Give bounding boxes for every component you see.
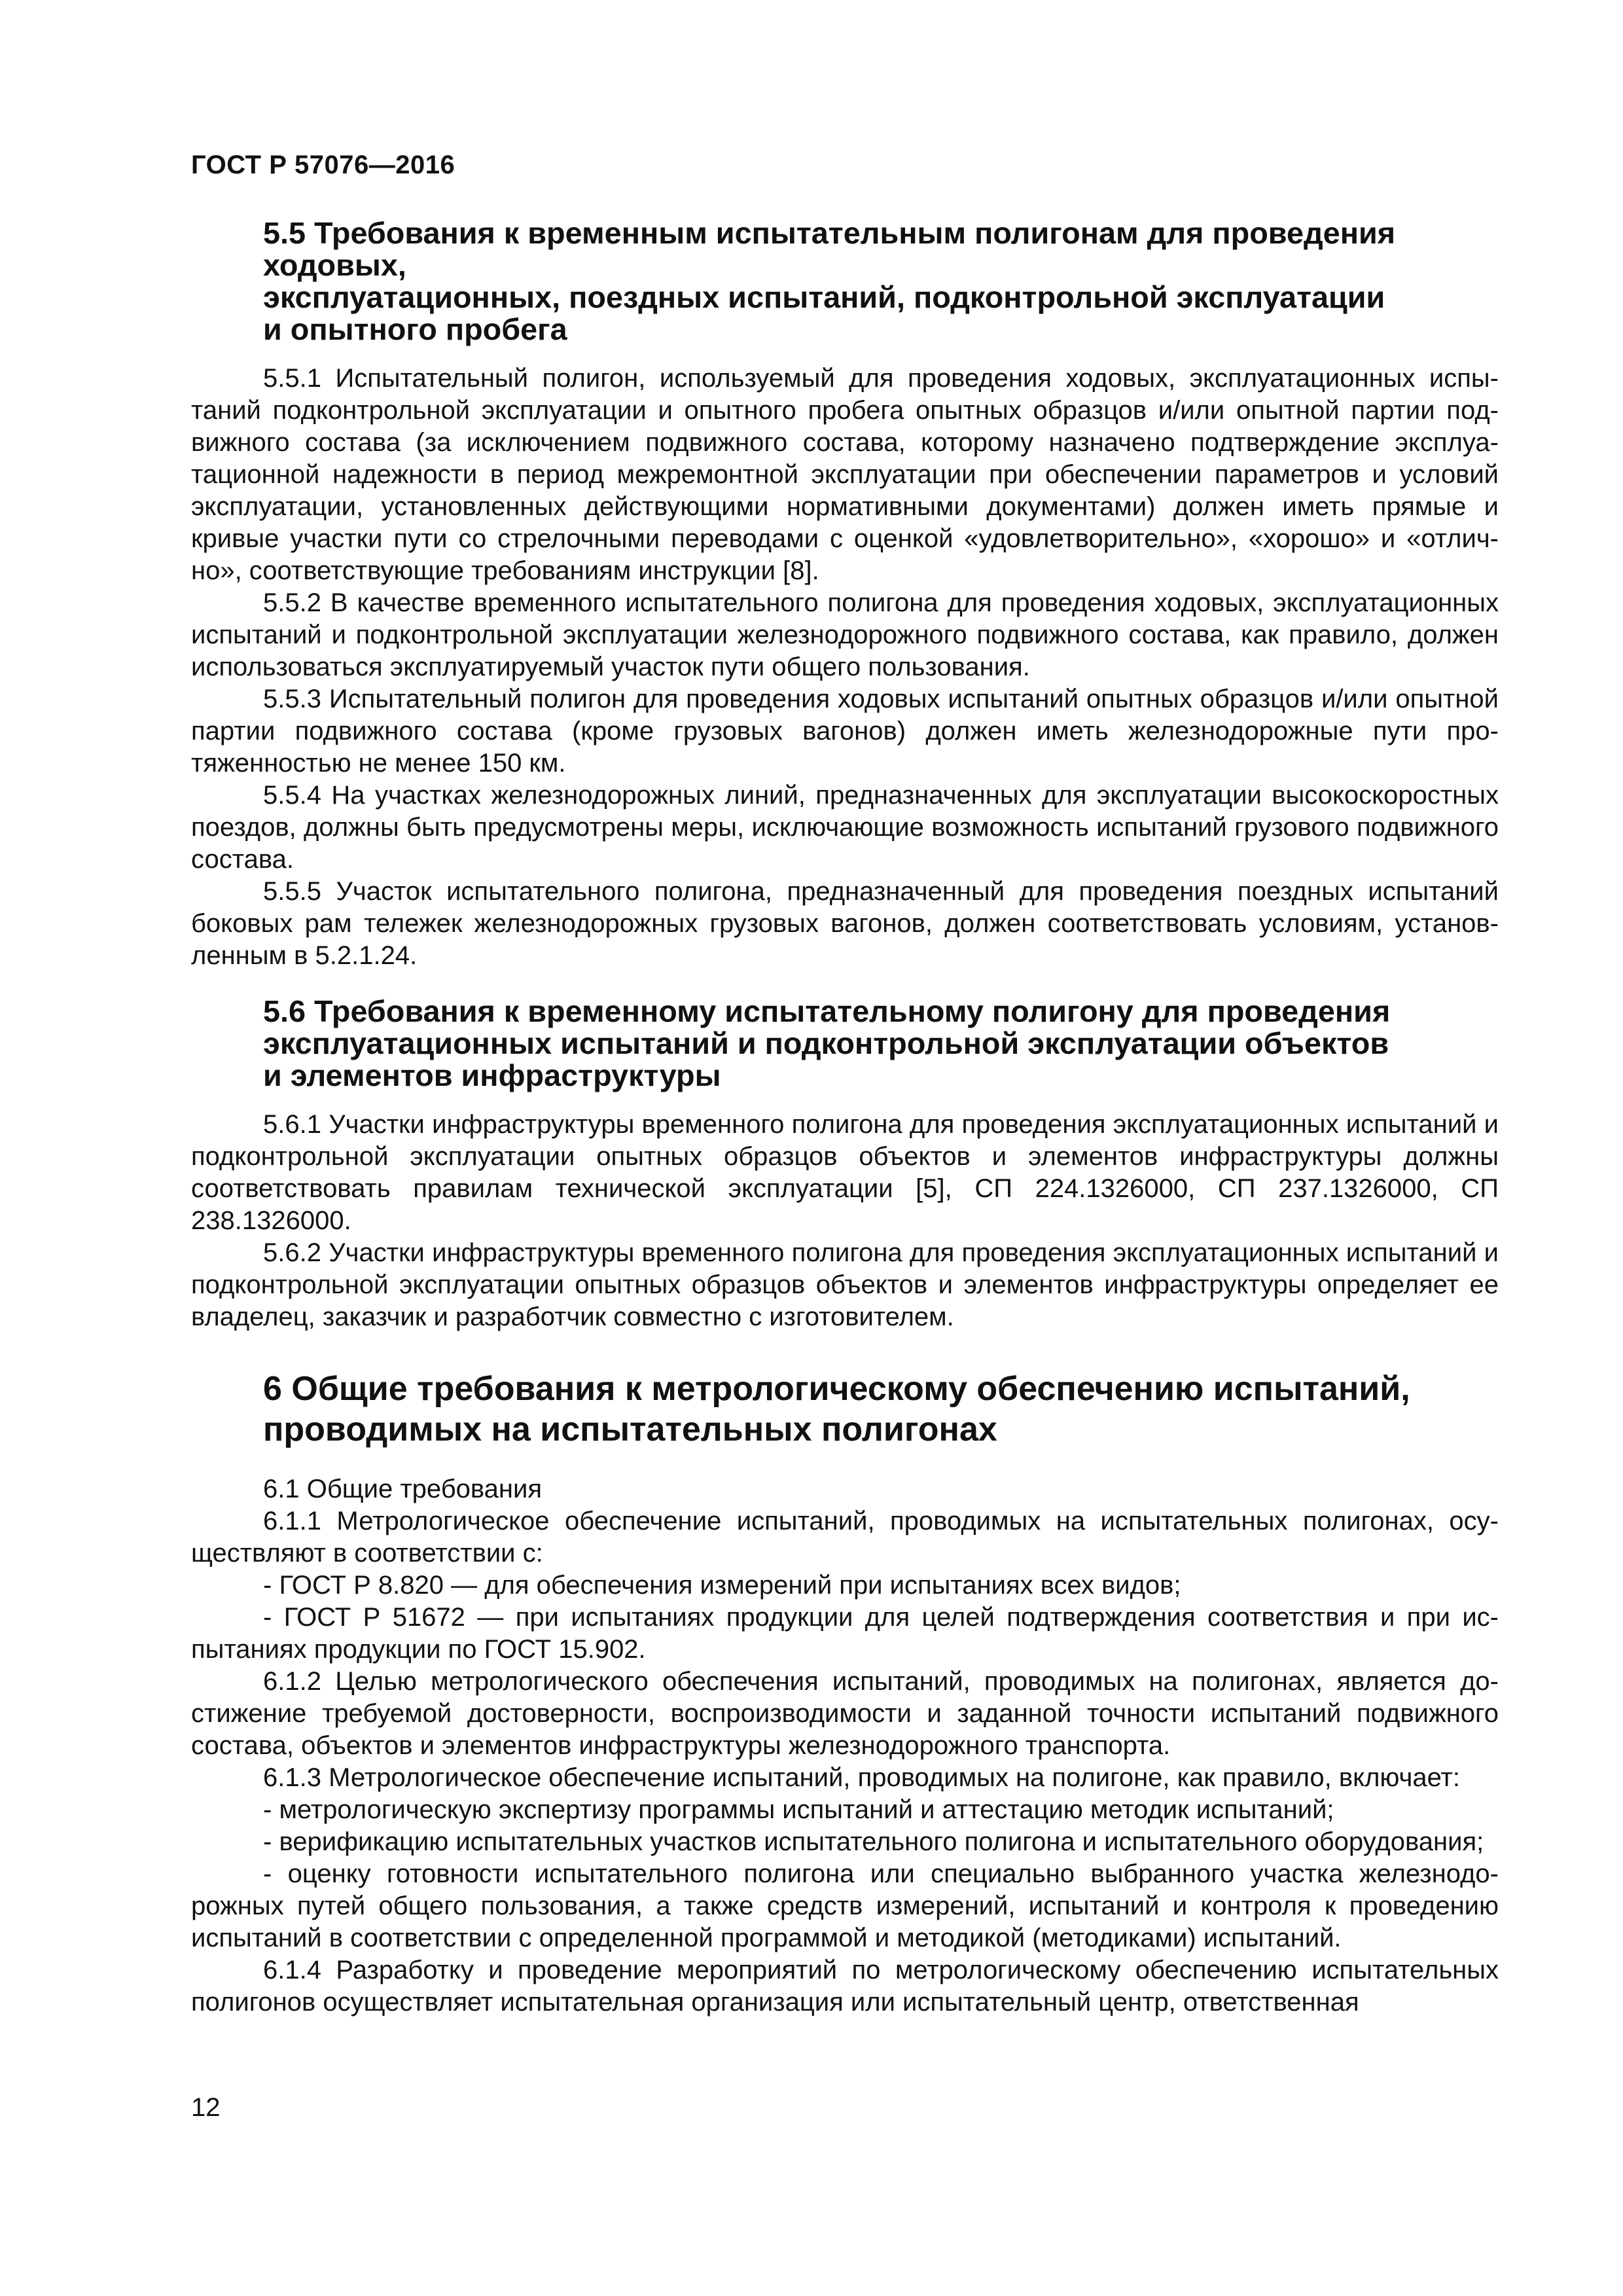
- document-body: [191, 217, 1499, 2018]
- paragraph-6-1-1: 6.1.1 Метрологическое обеспечение испытаний, проводимых на испытательных полигонах, осуществляют в соответствии с:: [191, 1507, 1499, 1568]
- paragraph-5-6-1: 5.6.1 Участки инфраструктуры временного полигона для проведения эксплуатационных испытаний и подконтрольной эксплуатации опытных образцов объектов и элементов инфраструктуры должны соответствовать правилам технической эксплуатации [5], СП 224.1326000, СП 237.1326000, СП 238.1326000.: [191, 1110, 1499, 1235]
- paragraph-5-5-1: 5.5.1 Испытательный полигон, используемый для проведения ходовых, эксплуатационных испытаний подконтрольной эксплуатации и опытного пробега опытных образцов и/или опытной партии подвижного состава (за исключением подвижного состава, которому назначено подтверждение эксплуатационной надежности в период межремонтной эксплуатации при обеспечении параметров и условий эксплуатации, установленных действующими нормативными документами) должен иметь прямые и кривые участки пути со стрелочными переводами с оценкой «удовлетворительно», «хорошо» и «отлично», соответствующие требованиям инструкции [8].: [191, 364, 1499, 585]
- paragraph-6-1-2: 6.1.2 Целью метрологического обеспечения испытаний, проводимых на полигонах, является достижение требуемой достоверности, воспроизводимости и заданной точности испытаний подвижного состава, объектов и элементов инфраструктуры железнодорожного транспорта.: [191, 1667, 1499, 1760]
- paragraph-6-1-4: 6.1.4 Разработку и проведение мероприятий по метрологическому обеспечению испытательных полигонов осуществляет испытательная организация или испытательный центр, ответственная: [191, 1956, 1499, 2017]
- heading-line: 5.6 Требования к временному испытательному полигону для проведения: [263, 994, 1391, 1028]
- heading-line: 5.5 Требования к временным испытательным полигонам для проведения ходовых,: [263, 216, 1396, 282]
- chapter-heading-6: [191, 1369, 1499, 1450]
- section-heading-5-5: [191, 217, 1499, 346]
- heading-line: и элементов инфраструктуры: [263, 1058, 721, 1092]
- paragraph-5-5-3: 5.5.3 Испытательный полигон для проведения ходовых испытаний опытных образцов и/или опытной партии подвижного состава (кроме грузовых вагонов) должен иметь железнодорожные пути протяженностью не менее 150 км.: [191, 685, 1499, 778]
- list-item: - ГОСТ Р 51672 — при испытаниях продукции для целей подтверждения соответствия и при испытаниях продукции по ГОСТ 15.902.: [191, 1602, 1499, 1666]
- paragraph-5-5-2: 5.5.2 В качестве временного испытательного полигона для проведения ходовых, эксплуатационных испытаний и подконтрольной эксплуатации железнодорожного подвижного состава, как правило, должен использоваться эксплуатируемый участок пути общего пользования.: [191, 588, 1499, 681]
- list-item: - верификацию испытательных участков испытательного полигона и испытательного оборудования;: [191, 1826, 1499, 1858]
- subsection-title-6-1: 6.1 Общие требования: [263, 1475, 543, 1503]
- list-item: - оценку готовности испытательного полигона или специально выбранного участка железнодорожных путей общего пользования, а также средств измерений, испытаний и контроля к проведению испытаний в соответствии с определенной программой и методикой (методиками) испытаний.: [191, 1858, 1499, 1954]
- heading-line: 6 Общие требования к метрологическому обеспечению испытаний,: [263, 1370, 1410, 1408]
- paragraph-6-1-3: 6.1.3 Метрологическое обеспечение испытаний, проводимых на полигоне, как правило, включает:: [263, 1763, 1460, 1792]
- paragraph-5-6-2: 5.6.2 Участки инфраструктуры временного полигона для проведения эксплуатационных испытаний и подконтрольной эксплуатации опытных образцов объектов и элементов инфраструктуры определяет ее владелец, заказчик и разработчик совместно с изготовителем.: [191, 1238, 1499, 1331]
- heading-line: эксплуатационных испытаний и подконтрольной эксплуатации объектов: [263, 1026, 1389, 1060]
- heading-line: и опытного пробега: [263, 312, 567, 346]
- list-item: - метрологическую экспертизу программы испытаний и аттестацию методик испытаний;: [191, 1794, 1499, 1826]
- paragraph-5-5-5: 5.5.5 Участок испытательного полигона, предназначенный для проведения поездных испытаний боковых рам тележек железнодорожных грузовых вагонов, должен соответствовать условиям, установленным в 5.2.1.24.: [191, 877, 1499, 970]
- list-item: - ГОСТ Р 8.820 — для обеспечения измерений при испытаниях всех видов;: [191, 1570, 1499, 1602]
- paragraph-5-5-4: 5.5.4 На участках железнодорожных линий, предназначенных для эксплуатации высокоскоростных поездов, должны быть предусмотрены меры, исключающие возможность испытаний грузового подвижного состава.: [191, 781, 1499, 874]
- standard-code-header: ГОСТ Р 57076—2016: [191, 151, 455, 179]
- heading-line: проводимых на испытательных полигонах: [263, 1410, 997, 1448]
- page-number: 12: [191, 2093, 221, 2122]
- section-heading-5-6: [191, 996, 1499, 1092]
- heading-line: эксплуатационных, поездных испытаний, подконтрольной эксплуатации: [263, 280, 1385, 314]
